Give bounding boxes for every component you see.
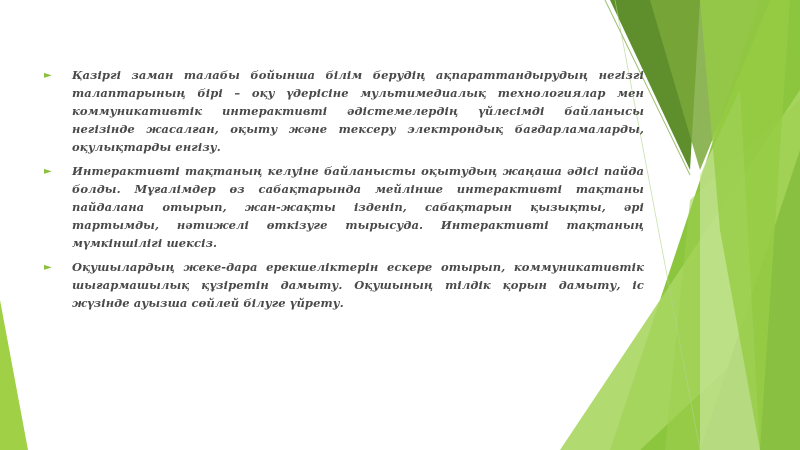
bullet-text: Оқушылардың жеке-дара ерекшеліктерін ескере отырып, коммуникативтік шығармашылық құзіретін дамыту. Оқушының тілдік қорын дамыту, іс жүзінде ауызша сөйлей білуге үйрету. bbox=[72, 260, 644, 310]
bullet-arrow-icon: ► bbox=[44, 70, 52, 81]
bullet-item bbox=[44, 258, 644, 312]
bullet-item bbox=[44, 66, 644, 156]
bullet-arrow-icon: ► bbox=[44, 166, 52, 177]
bullet-item bbox=[44, 162, 644, 252]
bullet-arrow-icon: ► bbox=[44, 262, 52, 273]
left-green-strip bbox=[0, 300, 28, 450]
bullet-text: Интерактивті тақтаның келуіне байланысты оқытудың жаңаша әдісі пайда болды. Мұғалімдер өз сабақтарында мейлінше интерактивті тақтаны пайдалана отырып, жан-жақты ізденіп, сабақтарын қызықты, әрі тартымды, нәтижелі өткізуге тырысуда. Интерактивті тақтаның мүмкіншілігі шексіз. bbox=[72, 164, 644, 250]
slide-content bbox=[44, 66, 644, 318]
bullet-text: Қазіргі заман талабы бойынша білім берудің ақпараттандырудың негізгі талаптарының бірі – оқу үдерісіне мультимедиалық технологиялар мен коммуникативтік интерактивті әдістемелердің үйлесімді байланысы негізінде жасалған, оқыту және тексеру электрондық бағдарламаларды, оқулықтарды енгізу. bbox=[72, 68, 644, 154]
